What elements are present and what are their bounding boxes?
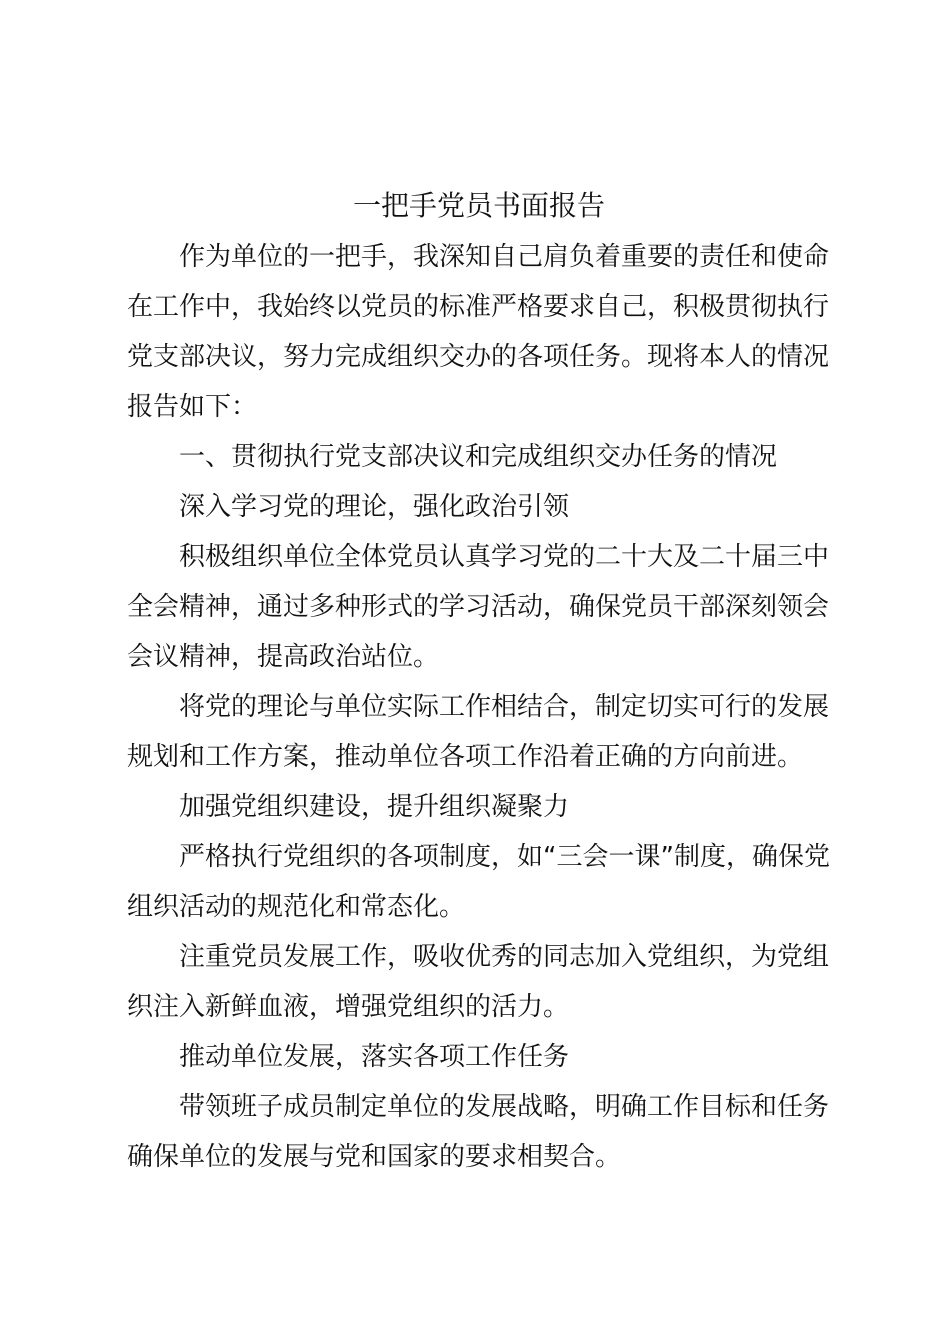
- paragraph-system-execution: 严格执行党组织的各项制度，如“三会一课”制度，确保党组织活动的规范化和常态化。: [127, 842, 830, 922]
- paragraph-theory-practice: 将党的理论与单位实际工作相结合，制定切实可行的发展规划和工作方案，推动单位各项工作沿着正确的方向前进。: [127, 692, 830, 772]
- document-title: 一把手党员书面报告: [352, 189, 605, 222]
- subheading-organization-building: 加强党组织建设，提升组织凝聚力: [179, 792, 570, 822]
- paragraph-study-organization: 积极组织单位全体党员认真学习党的二十大及二十届三中全会精神，通过多种形式的学习活动，确保党员干部深刻领会会议精神，提高政治站位。: [127, 542, 830, 672]
- subheading-theory-study: 深入学习党的理论，强化政治引领: [179, 492, 570, 522]
- section-heading-1: 一、贯彻执行党支部决议和完成组织交办任务的情况: [179, 442, 778, 472]
- paragraph-development-strategy: 带领班子成员制定单位的发展战略，明确工作目标和任务确保单位的发展与党和国家的要求相契合。: [127, 1092, 830, 1172]
- paragraph-member-development: 注重党员发展工作，吸收优秀的同志加入党组织，为党组织注入新鲜血液，增强党组织的活力。: [127, 942, 830, 1022]
- subheading-unit-development: 推动单位发展，落实各项工作任务: [179, 1042, 570, 1072]
- document-body: [127, 232, 847, 1182]
- paragraph-intro: 作为单位的一把手，我深知自己肩负着重要的责任和使命在工作中，我始终以党员的标准严格要求自己，积极贯彻执行党支部决议，努力完成组织交办的各项任务。现将本人的情况报告如下：: [127, 242, 830, 422]
